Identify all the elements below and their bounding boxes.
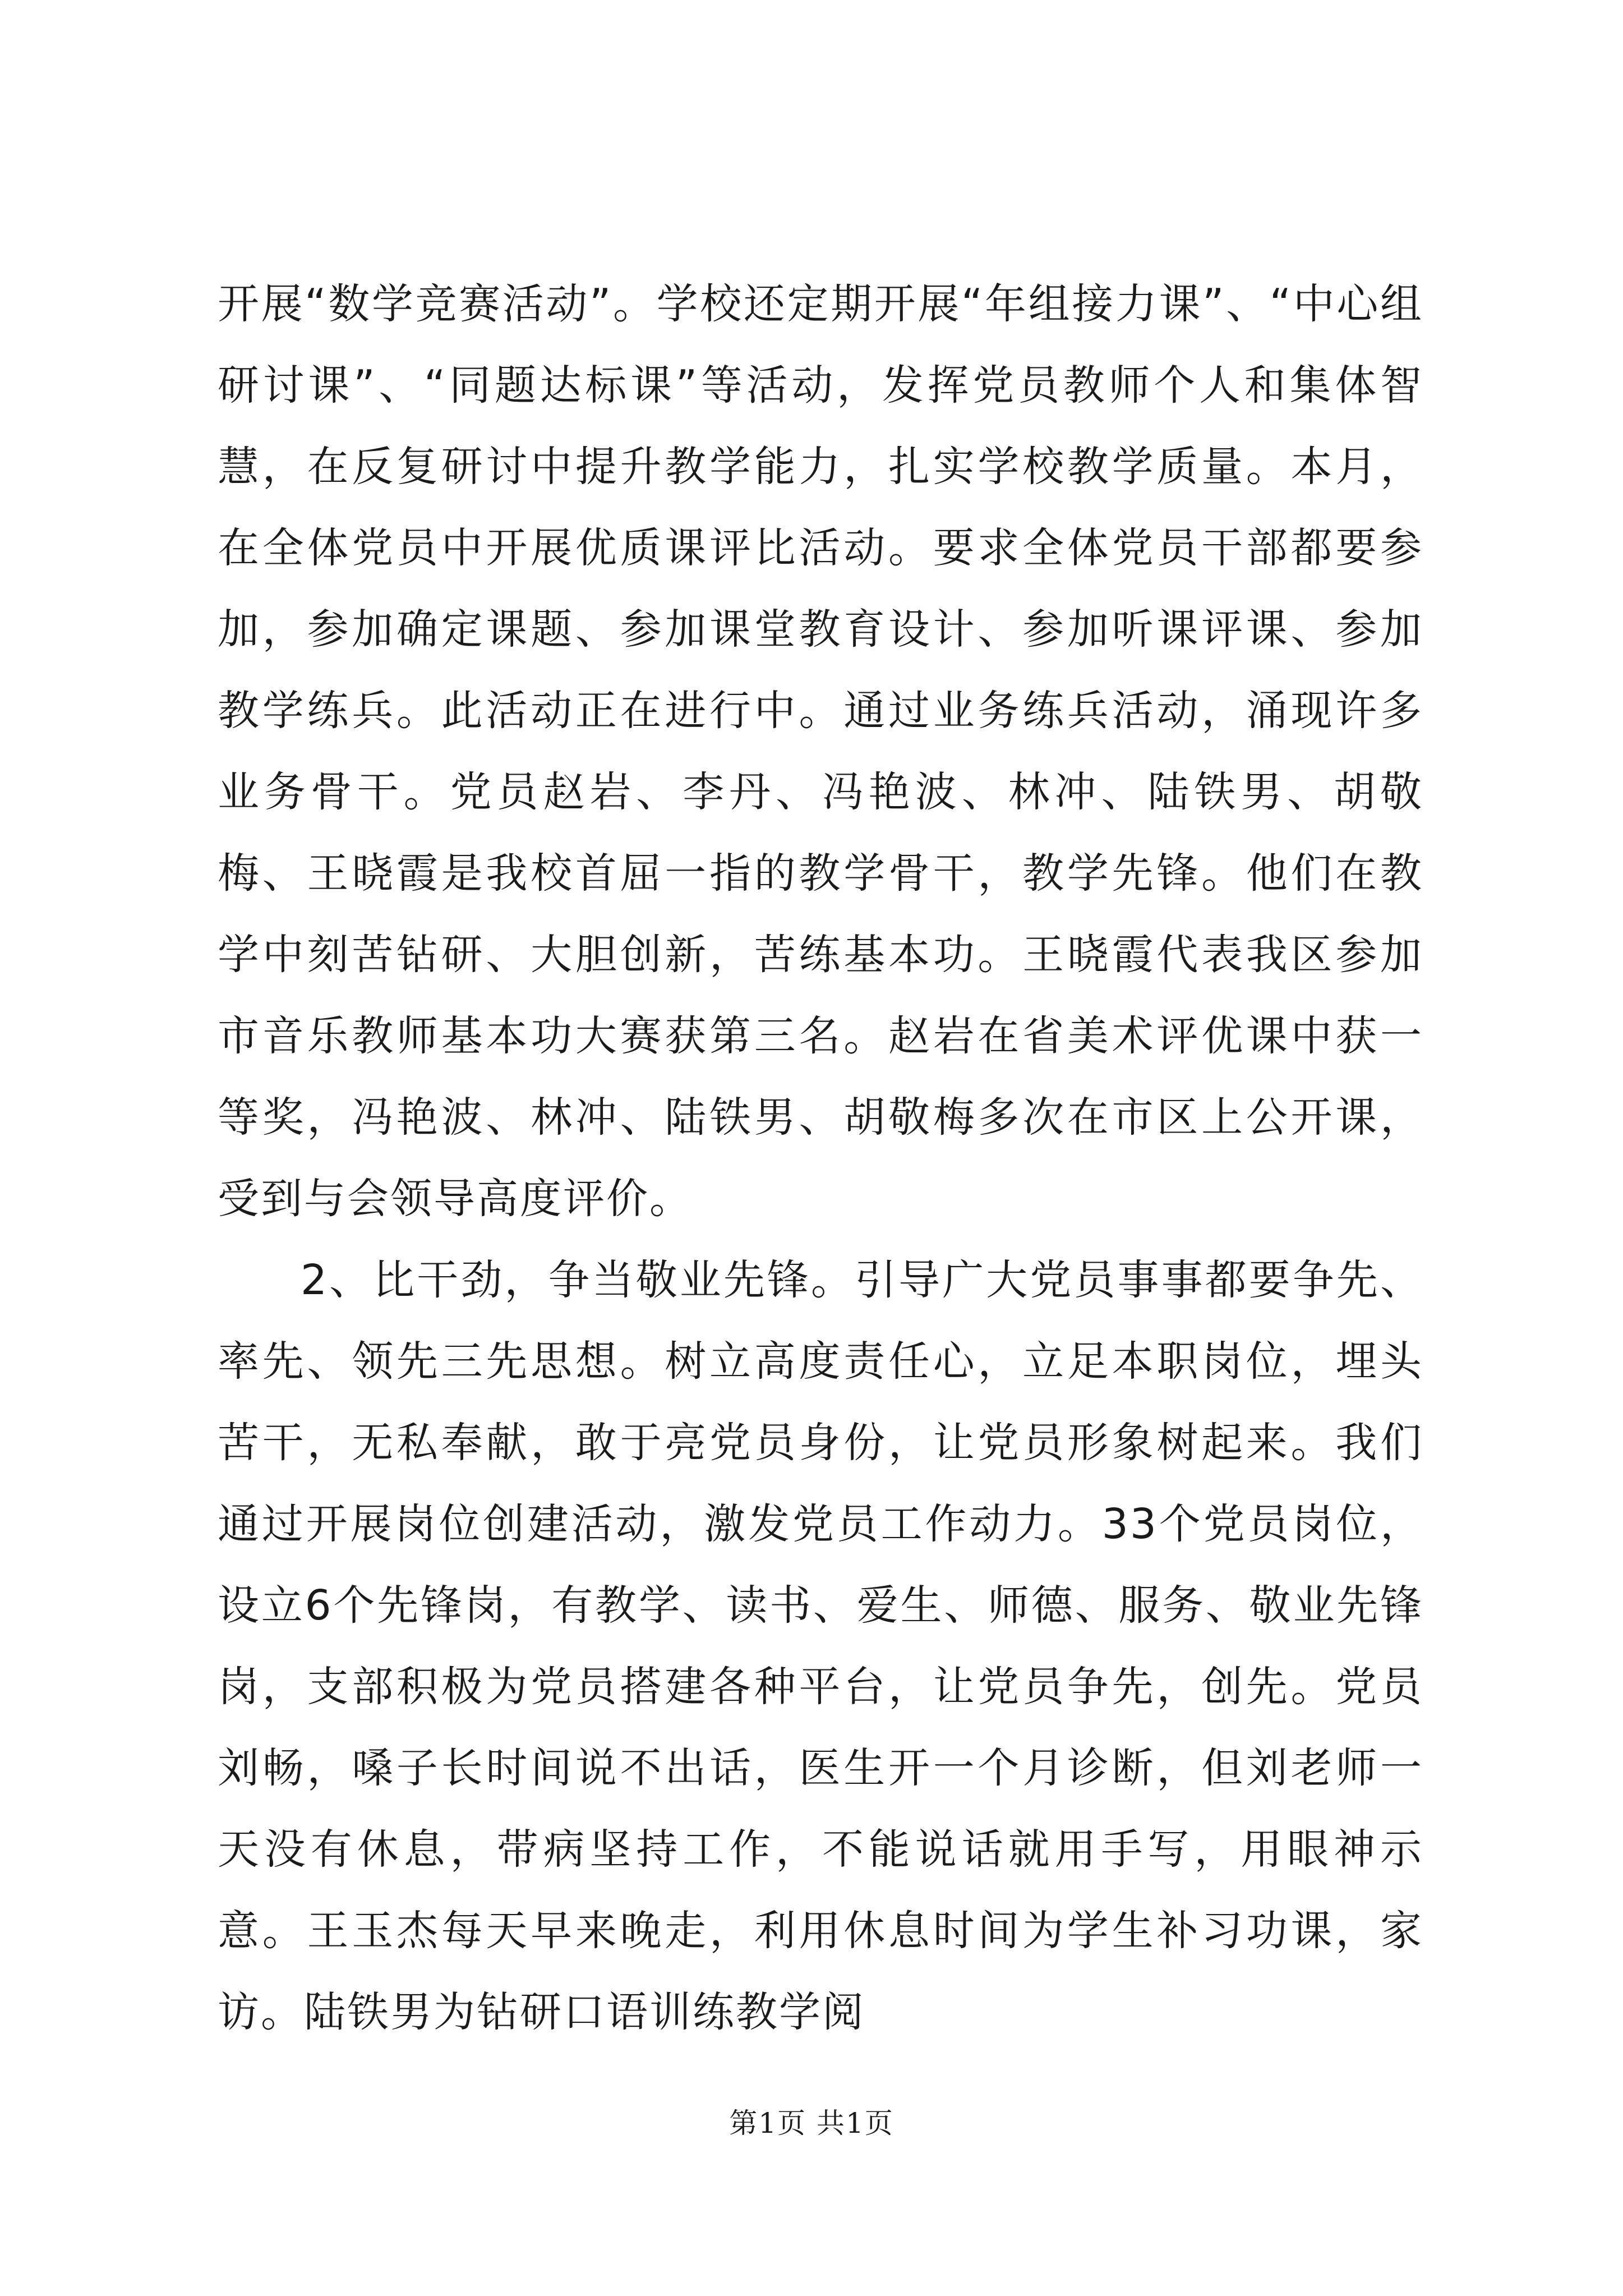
paragraph-1: 开展“数学竞赛活动”。学校还定期开展“年组接力课”、“中心组研讨课”、“同题达标课”等活动，发挥党员教师个人和集体智慧，在反复研讨中提升教学能力，扎实学校教学质量。本月，在全体党员中开展优质课评比活动。要求全体党员干部都要参加，参加确定课题、参加课堂教育设计、参加听课评课、参加教学练兵。此活动正在进行中。通过业务练兵活动，涌现许多业务骨干。党员赵岩、李丹、冯艳波、林冲、陆铁男、胡敬梅、王晓霞是我校首屈一指的教学骨干，教学先锋。他们在教学中刻苦钻研、大胆创新，苦练基本功。王晓霞代表我区参加市音乐教师基本功大赛获第三名。赵岩在省美术评优课中获一等奖，冯艳波、林冲、陆铁男、胡敬梅多次在市区上公开课，受到与会领导高度评价。	[218, 280, 1423, 1223]
body-text	[218, 264, 1423, 2053]
paragraph-2: 2、比干劲，争当敬业先锋。引导广大党员事事都要争先、率先、领先三先思想。树立高度责任心，立足本职岗位，埋头苦干，无私奉献，敢于亮党员身份，让党员形象树起来。我们通过开展岗位创建活动，激发党员工作动力。33个党员岗位，设立6个先锋岗，有教学、读书、爱生、师德、服务、敬业先锋岗，支部积极为党员搭建各种平台，让党员争先，创先。党员刘畅，嗓子长时间说不出话，医生开一个月诊断，但刘老师一天没有休息，带病坚持工作，不能说话就用手写，用眼神示意。王玉杰每天早来晚走，利用休息时间为学生补习功课，家访。陆铁男为钻研口语训练教学阅	[218, 1256, 1423, 2036]
page-footer: 第1页 共1页	[729, 2107, 894, 2139]
